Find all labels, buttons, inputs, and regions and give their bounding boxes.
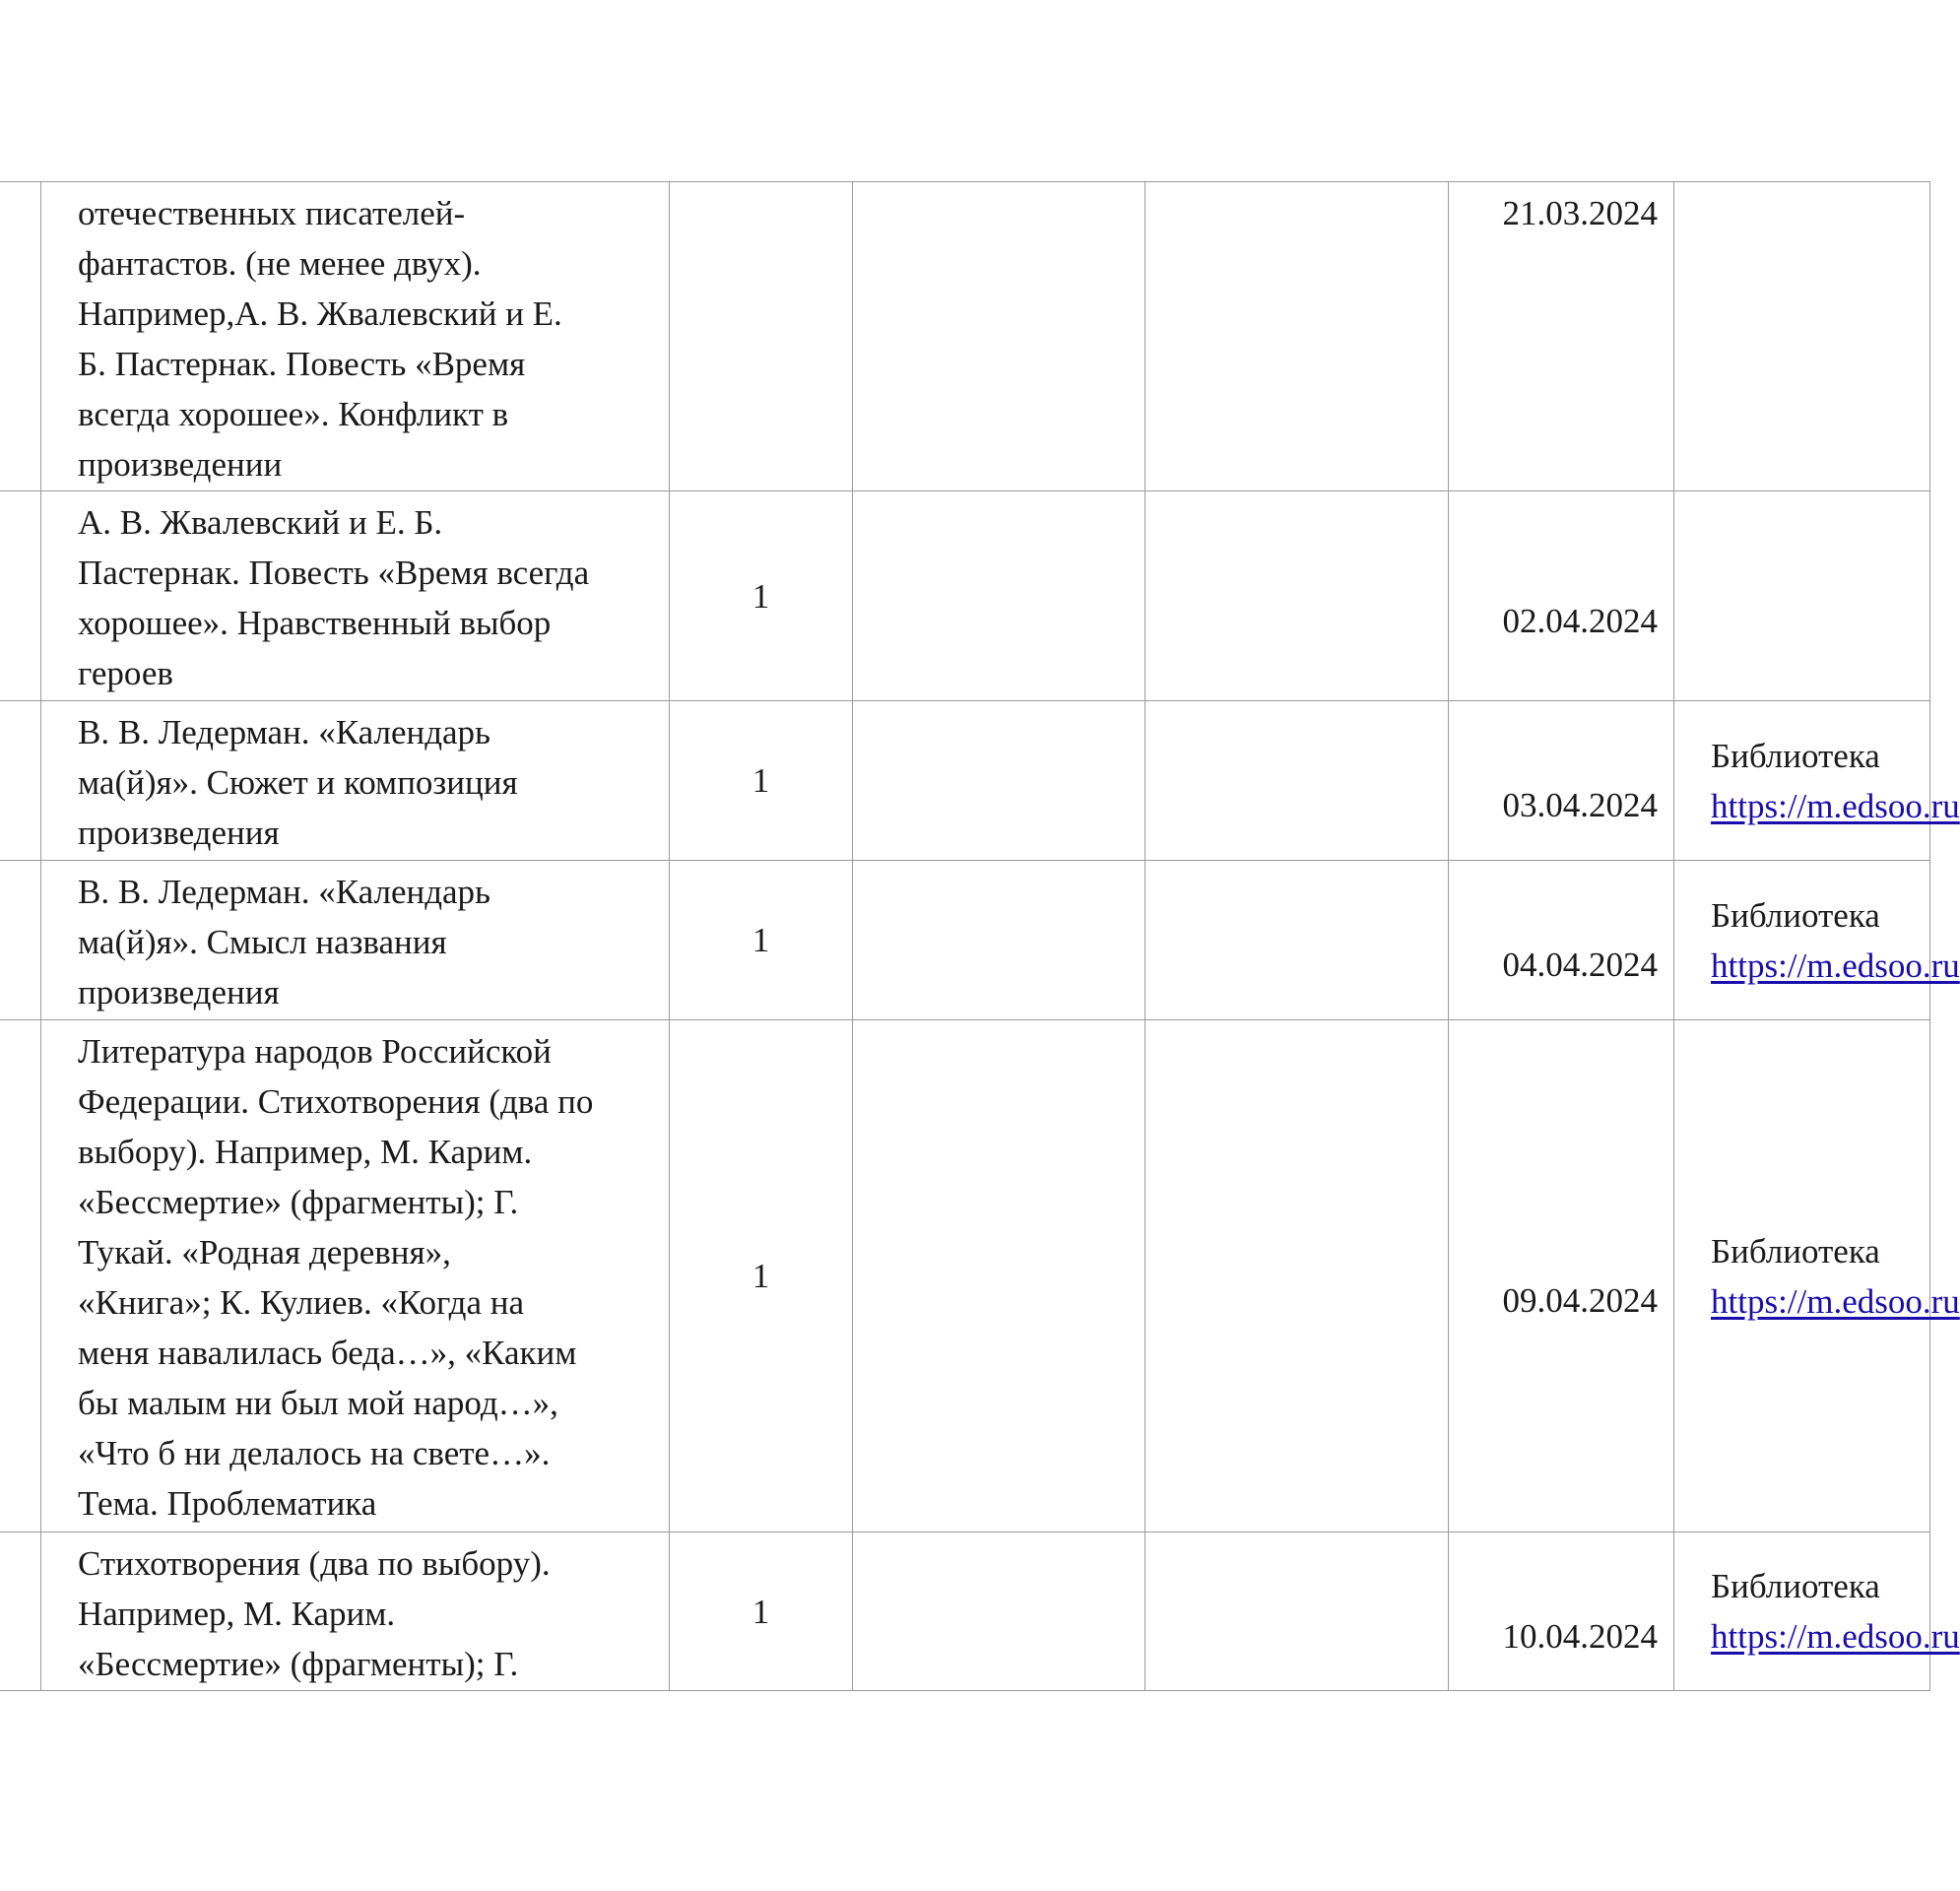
date-cell <box>1449 1532 1674 1691</box>
lesson-topic: А. В. Жвалевский и Е. Б. Пастернак. Повесть «Время всегда хорошее». Нравственный выбор героев <box>78 503 590 692</box>
lesson-date: 21.03.2024 <box>1502 194 1658 232</box>
topic-cell <box>41 1532 670 1691</box>
practical-works-cell <box>1145 1020 1449 1532</box>
resource-link[interactable]: https://m.edsoo.ru <box>1711 1617 1960 1656</box>
hours-value: 1 <box>751 761 770 800</box>
row-number-cell <box>0 182 41 491</box>
hours-cell <box>670 1532 853 1691</box>
table-row <box>0 182 1930 491</box>
topic-cell <box>41 701 670 861</box>
lesson-topic: Литература народов Российской Федерации. Стихотворения (два по выбору). Например, М. Карим. «Бессмертие» (фрагменты); Г. Тукай. «Родная деревня», «Книга»; К. Кулиев. «Когда на меня навалилась беда…», «Каким бы малым ни был мой народ…», «Что б ни делалось на свете…». Тема. Проблематика <box>78 1032 594 1523</box>
practical-works-cell <box>1145 861 1449 1020</box>
row-number-cell <box>0 1532 41 1691</box>
hours-value: 1 <box>751 1257 770 1295</box>
lesson-date: 03.04.2024 <box>1502 786 1658 824</box>
practical-works-cell <box>1145 182 1449 491</box>
lesson-date: 10.04.2024 <box>1502 1616 1658 1656</box>
lesson-topic: В. В. Ледерман. «Календарь ма(й)я». Смысл названия произведения <box>78 873 491 1011</box>
resource-cell <box>1674 701 1960 861</box>
row-number-cell <box>0 491 41 701</box>
control-works-cell <box>853 1020 1145 1532</box>
table-row <box>0 491 1930 701</box>
lesson-topic: Стихотворения (два по выбору). Например, М. Карим. «Бессмертие» (фрагменты); Г. <box>78 1544 551 1683</box>
resource-cell <box>1674 861 1960 1020</box>
lesson-date: 02.04.2024 <box>1502 601 1658 640</box>
lesson-topic: отечественных писателей- фантастов. (не менее двух). Например,А. В. Жвалевский и Е. Б. Пастернак. Повесть «Время всегда хорошее». Конфликт в произведении <box>78 194 562 484</box>
resource-label: Библиотека <box>1711 1231 1880 1271</box>
hours-cell <box>670 861 853 1020</box>
resource-label: Библиотека <box>1711 895 1880 935</box>
hours-cell <box>670 182 853 491</box>
hours-value: 1 <box>751 921 770 959</box>
table-row <box>0 701 1930 861</box>
date-cell <box>1449 1020 1674 1532</box>
practical-works-cell <box>1145 701 1449 861</box>
lesson-plan-table <box>0 181 1960 1691</box>
control-works-cell <box>853 861 1145 1020</box>
topic-cell <box>41 491 670 701</box>
resource-label: Библиотека <box>1711 1567 1880 1605</box>
topic-cell <box>41 1020 670 1532</box>
hours-value: 1 <box>751 576 770 616</box>
hours-value: 1 <box>751 1592 770 1631</box>
control-works-cell <box>853 182 1145 491</box>
row-number-cell <box>0 701 41 861</box>
resource-link[interactable]: https://m.edsoo.ru <box>1711 1281 1960 1321</box>
date-cell <box>1449 491 1674 701</box>
hours-cell <box>670 491 853 701</box>
row-number-cell <box>0 861 41 1020</box>
lesson-date: 04.04.2024 <box>1502 946 1658 984</box>
hours-cell <box>670 701 853 861</box>
resource-cell <box>1674 1532 1960 1691</box>
resource-label: Библиотека <box>1711 736 1880 775</box>
table-row <box>0 1532 1930 1691</box>
control-works-cell <box>853 1532 1145 1691</box>
resource-cell <box>1674 491 1930 701</box>
lesson-date: 09.04.2024 <box>1502 1281 1658 1320</box>
date-cell <box>1449 701 1674 861</box>
hours-cell <box>670 1020 853 1532</box>
row-number-cell <box>0 1020 41 1532</box>
control-works-cell <box>853 491 1145 701</box>
resource-link[interactable]: https://m.edsoo.ru <box>1711 946 1960 985</box>
resource-cell <box>1674 1020 1960 1532</box>
topic-cell <box>41 182 670 491</box>
lesson-topic: В. В. Ледерман. «Календарь ма(й)я». Сюжет и композиция произведения <box>78 713 518 852</box>
date-cell <box>1449 861 1674 1020</box>
resource-link[interactable]: https://m.edsoo.ru <box>1711 786 1960 825</box>
control-works-cell <box>853 701 1145 861</box>
topic-cell <box>41 861 670 1020</box>
table-row <box>0 861 1930 1020</box>
date-cell <box>1449 182 1674 491</box>
practical-works-cell <box>1145 491 1449 701</box>
practical-works-cell <box>1145 1532 1449 1691</box>
table-row <box>0 1020 1930 1532</box>
resource-cell <box>1674 182 1930 491</box>
